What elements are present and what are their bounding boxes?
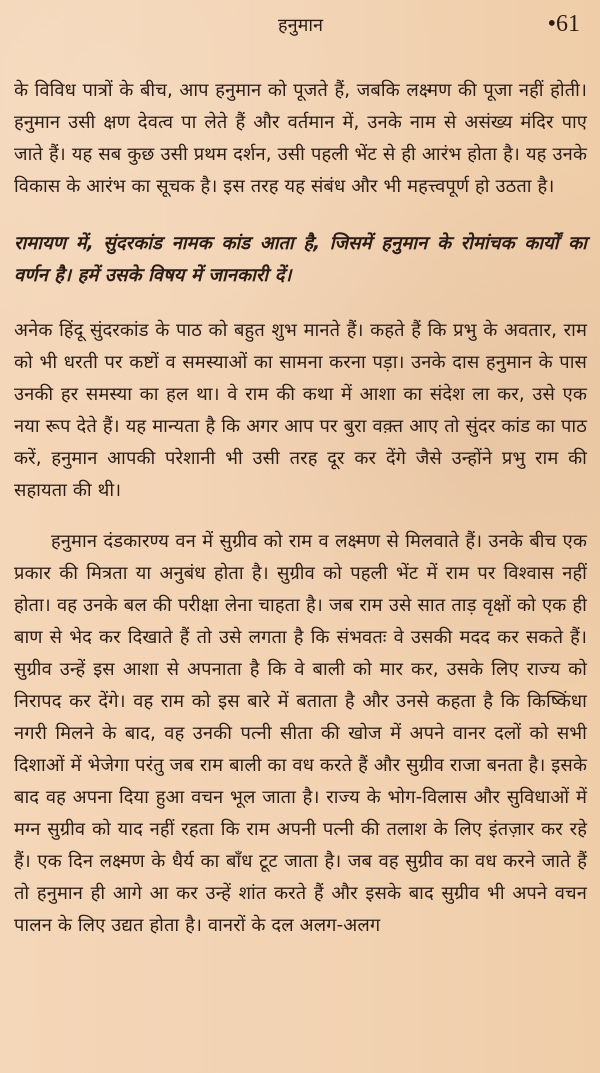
running-title: हनुमान [278, 15, 323, 35]
body-paragraph-2: अनेक हिंदू सुंदरकांड के पाठ को बहुत शुभ मानते हैं। कहते हैं कि प्रभु के अवतार, राम को भी धरती पर कष्टों व समस्याओं का सामना करना पड़ा। उनके दास हनुमान के पास उनकी हर समस्या का हल था। वे राम की कथा में आशा का संदेश ला कर, उसे एक नया रूप देते हैं। यह मान्यता है कि अगर आप पर बुरा वक़्त आए तो सुंदर कांड का पाठ करें, हनुमान आपकी परेशानी भी उसी तरह दूर कर देंगे जैसे उन्होंने प्रभु राम की सहायता की थी। [14, 320, 587, 501]
page-content [14, 75, 587, 942]
page-header [14, 12, 587, 54]
body-paragraph-1: के विविध पात्रों के बीच, आप हनुमान को पूजते हैं, जबकि लक्ष्मण की पूजा नहीं होती। हनुमान उसी क्षण देवत्व पा लेते हैं और वर्तमान में, उनके नाम से असंख्य मंदिर पाए जाते हैं। यह सब कुछ उसी प्रथम दर्शन, उसी पहली भेंट से ही आरंभ होता है। यह उनके विकास के आरंभ का सूचक है। इस तरह यह संबंध और भी महत्त्वपूर्ण हो उठता है। [14, 80, 587, 197]
question-heading: रामायण में, सुंदरकांड नामक कांड आता है, जिसमें हनुमान के रोमांचक कार्यों का वर्णन है। हमें उसके विषय में जानकारी दें। [14, 233, 587, 286]
page-number: •61 [547, 11, 580, 37]
body-paragraph-3: हनुमान दंडकारण्य वन में सुग्रीव को राम व लक्ष्मण से मिलवाते हैं। उनके बीच एक प्रकार की मित्रता या अनुबंध होता है। सुग्रीव को पहली भेंट में राम पर विश्वास नहीं होता। वह उनके बल की परीक्षा लेना चाहता है। जब राम उसे सात ताड़ वृक्षों को एक ही बाण से भेद कर दिखाते हैं तो उसे लगता है कि संभवतः वे उसकी मदद कर सकते हैं। सुग्रीव उन्हें इस आशा से अपनाता है कि वे बाली को मार कर, उसके लिए राज्य को निरापद कर देंगे। वह राम को इस बारे में बताता है और उनसे कहता है कि किष्किंधा नगरी मिलने के बाद, वह उनकी पत्नी सीता की खोज में अपने वानर दलों को सभी दिशाओं में भेजेगा परंतु जब राम बाली का वध करते हैं और सुग्रीव राजा बनता है। इसके बाद वह अपना दिया हुआ वचन भूल जाता है। राज्य के भोग-विलास और सुविधाओं में मग्न सुग्रीव को याद नहीं रहता कि राम अपनी पत्नी की तलाश के लिए इंतज़ार कर रहे हैं। एक दिन लक्ष्मण के धैर्य का बाँध टूट जाता है। जब वह सुग्रीव का वध करने जाते हैं तो हनुमान ही आगे आ कर उन्हें शांत करते हैं और इसके बाद सुग्रीव भी अपने वचन पालन के लिए उद्यत होता है। वानरों के दल अलग-अलग [14, 531, 587, 936]
